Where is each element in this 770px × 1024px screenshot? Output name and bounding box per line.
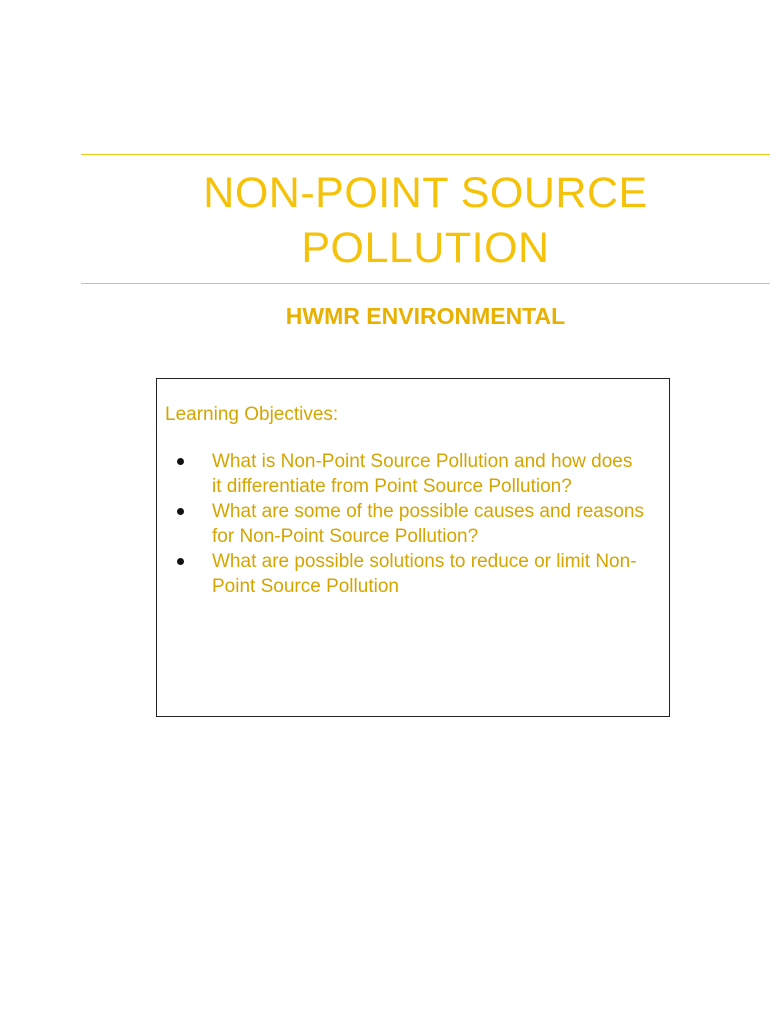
bullet-icon (177, 558, 184, 565)
learning-objectives-box (156, 378, 670, 717)
page-title (81, 166, 770, 276)
objective-text: What is Non-Point Source Pollution and how does it differentiate from Point Source Pollution? (212, 451, 633, 497)
objective-text: What are possible solutions to reduce or limit Non-Point Source Pollution (212, 551, 637, 597)
objectives-heading: Learning Objectives: (165, 404, 339, 425)
objective-item (157, 549, 647, 599)
objective-item (157, 499, 647, 549)
title-top-rule (81, 154, 770, 155)
title-line-1: NON-POINT SOURCE (203, 169, 648, 217)
subtitle: HWMR ENVIRONMENTAL (285, 303, 566, 329)
title-bottom-rule (81, 283, 770, 284)
bullet-icon (177, 508, 184, 515)
objective-item (157, 449, 647, 499)
bullet-icon (177, 458, 184, 465)
objectives-list (157, 449, 647, 599)
objective-text: What are some of the possible causes and reasons for Non-Point Source Pollution? (212, 501, 644, 547)
title-line-2: POLLUTION (301, 224, 550, 272)
